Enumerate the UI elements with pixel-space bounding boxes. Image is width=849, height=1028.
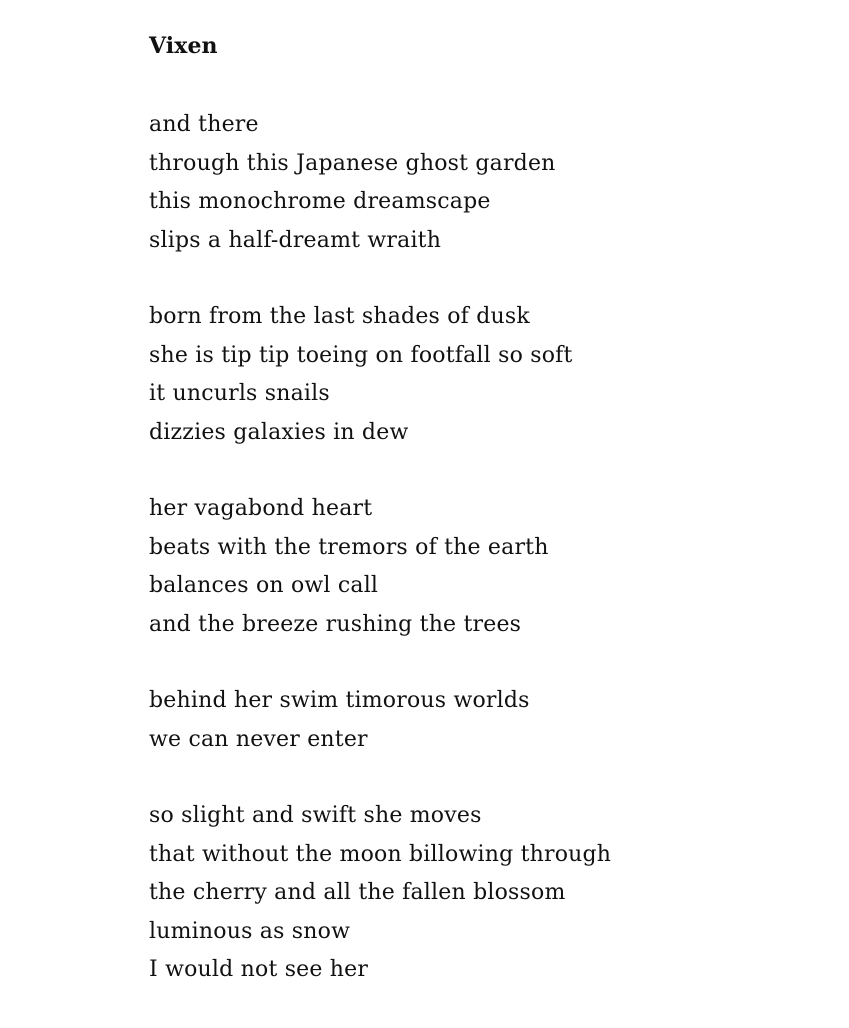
poem-line: she is tip tip toeing on footfall so soft [149, 342, 573, 368]
poem-line: born from the last shades of dusk [149, 304, 530, 329]
poem-line: and the breeze rushing the trees [149, 611, 522, 637]
poem-line: and there [149, 112, 259, 137]
poem-line: we can never enter [149, 726, 368, 752]
stanza-5 [149, 797, 829, 990]
poem-line: behind her swim timorous worlds [149, 688, 530, 713]
stanza-3 [149, 490, 829, 644]
poem-line: this monochrome dreamscape [149, 189, 491, 214]
poem-line: dizzies galaxies in dew [149, 419, 409, 445]
poem-line: luminous as snow [149, 918, 351, 944]
stanza-4 [149, 682, 829, 759]
poem-page [149, 30, 829, 1028]
poem-line: her vagabond heart [149, 496, 373, 521]
poem-line: it uncurls snails [149, 381, 330, 406]
poem-line: beats with the tremors of the earth [149, 534, 549, 560]
poem-line: that without the moon billowing through [149, 841, 612, 867]
stanza-2 [149, 298, 829, 452]
poem-line: slips a half-dreamt wraith [149, 227, 442, 253]
poem-line: so slight and swift she moves [149, 803, 482, 828]
stanza-1 [149, 106, 829, 260]
poem-line: I would not see her [149, 957, 369, 982]
poem-title: Vixen [149, 33, 218, 59]
poem-body [149, 106, 829, 990]
poem-line: balances on owl call [149, 573, 379, 598]
poem-line: through this Japanese ghost garden [149, 150, 556, 176]
poem-line: the cherry and all the fallen blossom [149, 880, 566, 905]
